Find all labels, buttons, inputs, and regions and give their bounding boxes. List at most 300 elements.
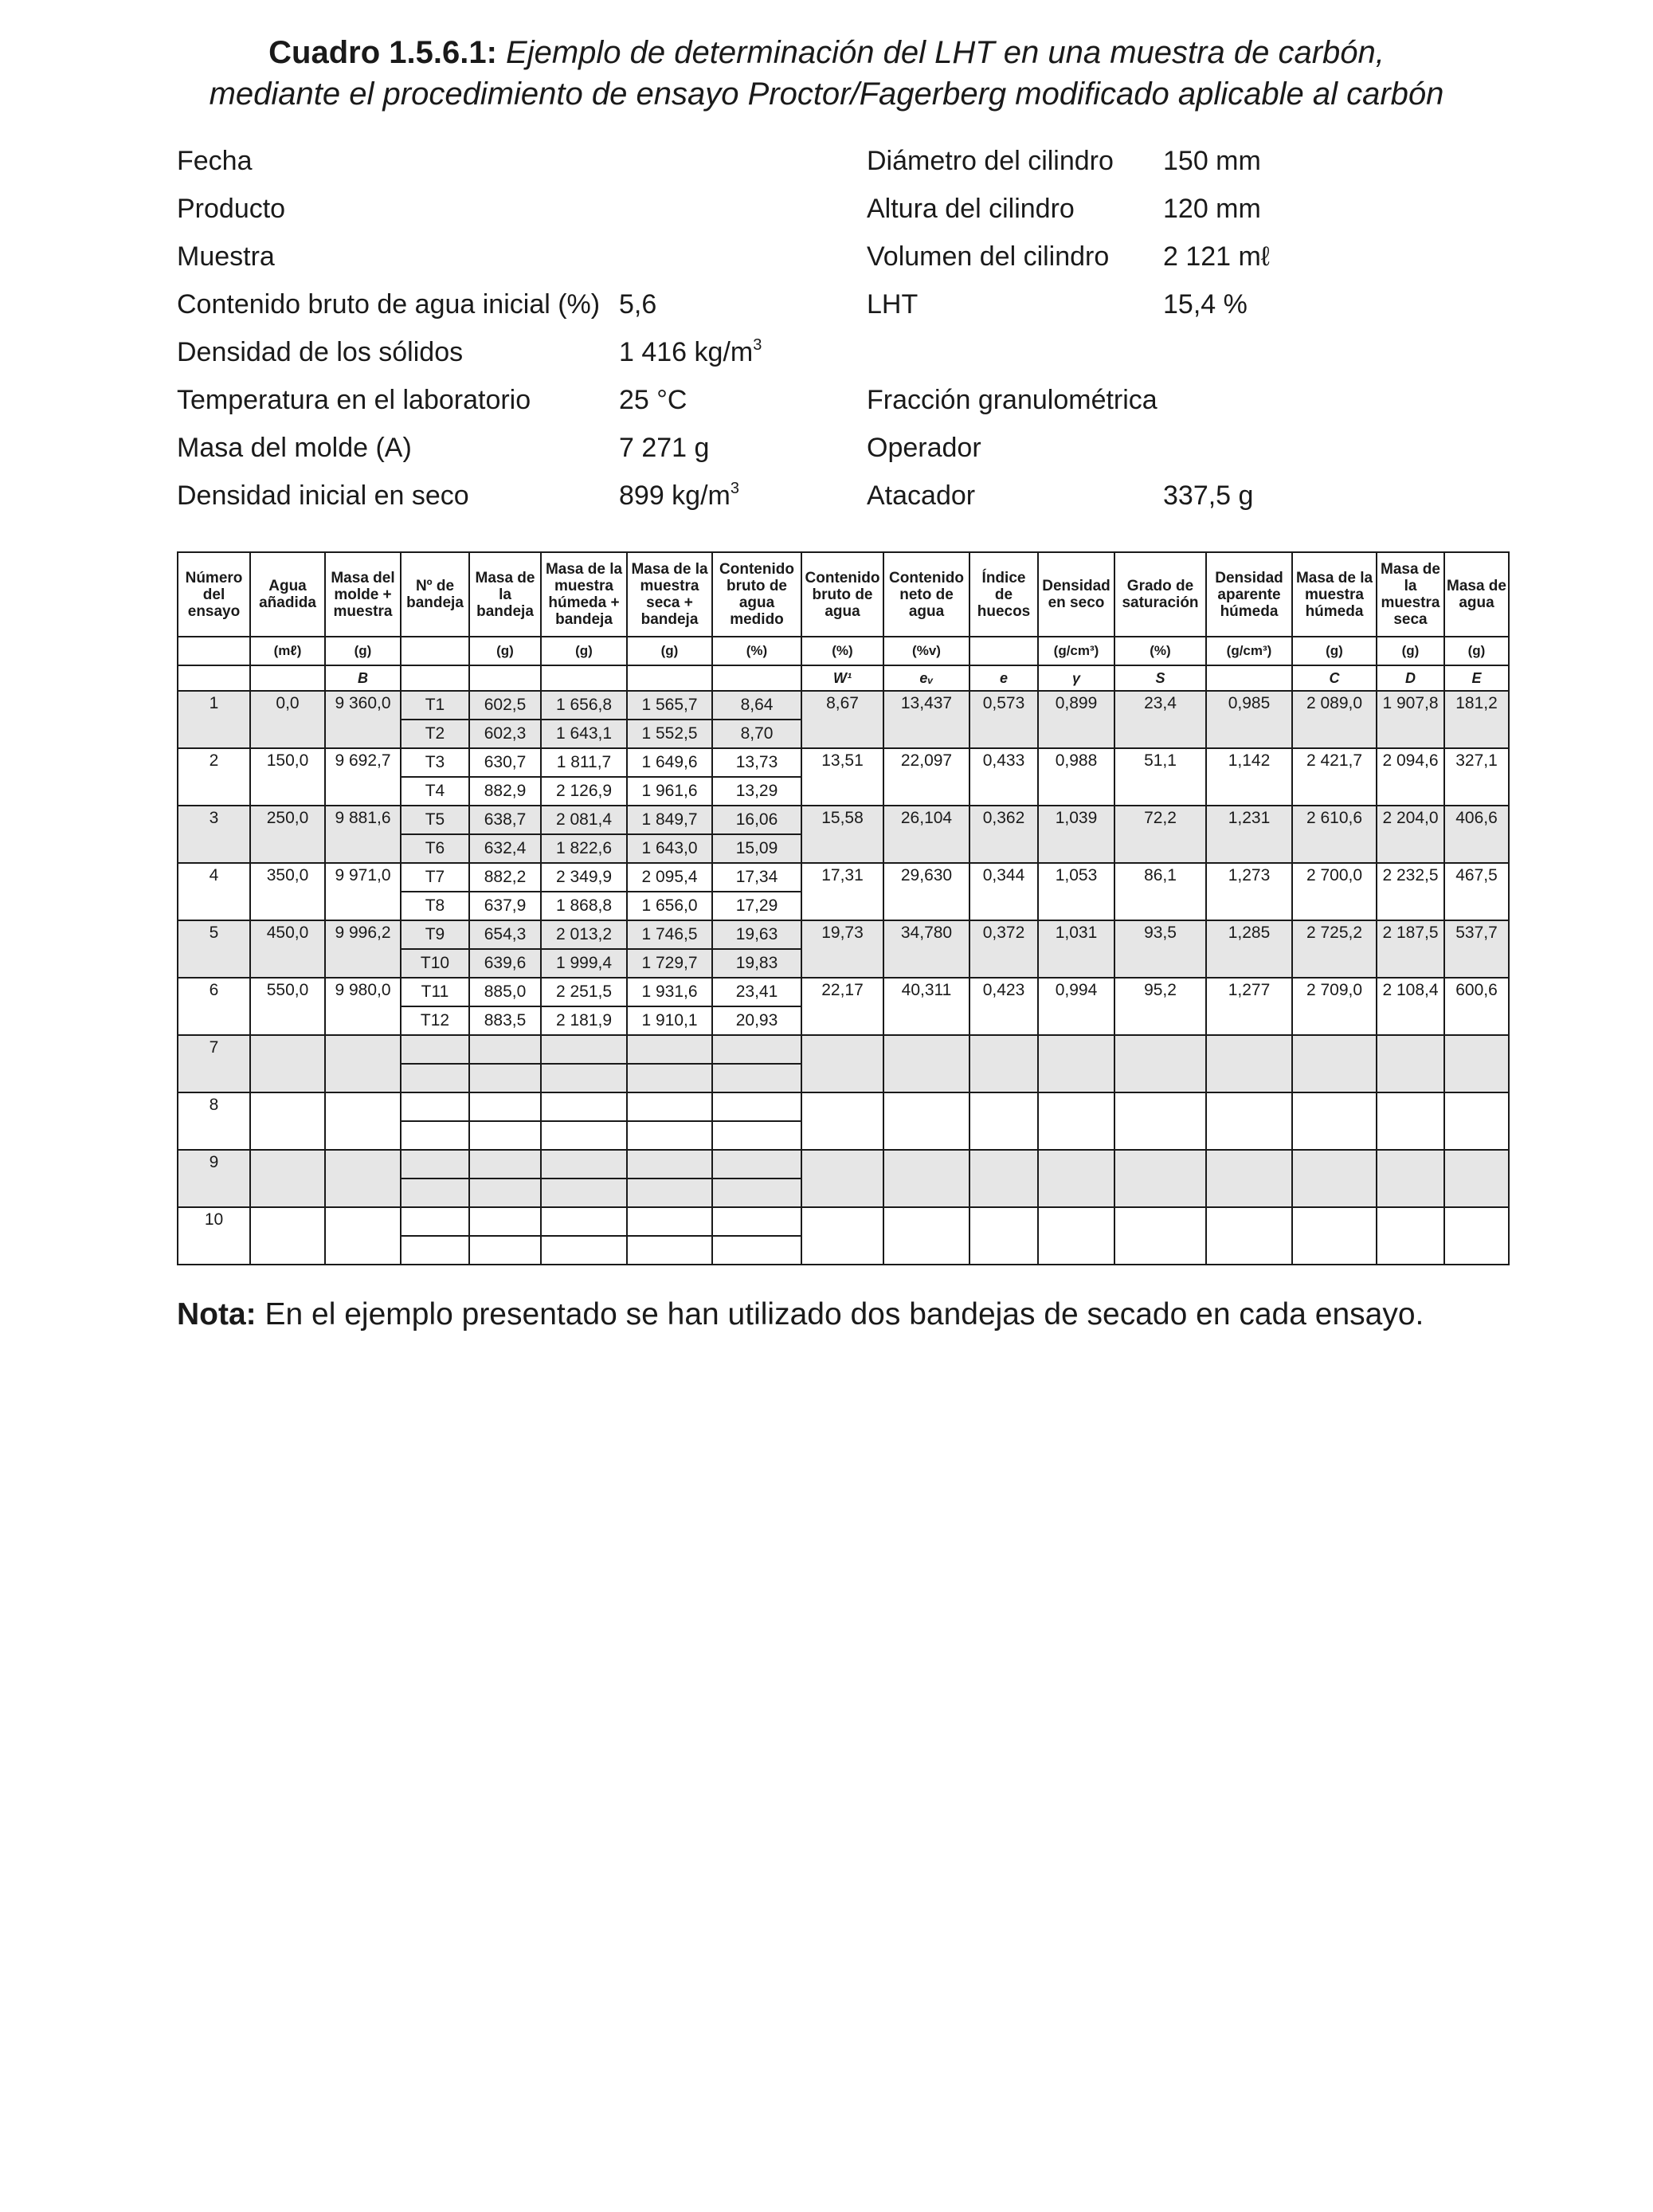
tray-humeda-cell bbox=[541, 1035, 627, 1064]
mseca-cell: 2 108,4 bbox=[1377, 978, 1444, 1035]
dseco-cell: 1,053 bbox=[1038, 863, 1114, 920]
tray-medido-cell: 17,34 bbox=[712, 863, 801, 892]
water-added-cell: 450,0 bbox=[250, 920, 325, 978]
tray-medido-cell bbox=[712, 1064, 801, 1092]
col-header: Contenido bruto de agua medido bbox=[712, 552, 801, 637]
mhum-cell bbox=[1292, 1150, 1377, 1207]
col-header: Masa de agua bbox=[1444, 552, 1509, 637]
symbol-cell bbox=[1206, 665, 1292, 691]
header-row bbox=[178, 552, 1509, 637]
test-group bbox=[178, 920, 1509, 978]
mseca-cell: 2 204,0 bbox=[1377, 806, 1444, 863]
sat-cell: 51,1 bbox=[1114, 748, 1206, 806]
mould-mass-cell: 9 996,2 bbox=[325, 920, 401, 978]
dhum-cell bbox=[1206, 1092, 1292, 1150]
tray-humeda-cell: 1 656,8 bbox=[541, 691, 627, 720]
tray-humeda-cell bbox=[541, 1092, 627, 1121]
tray-medido-cell bbox=[712, 1035, 801, 1064]
tray-bandeja-cell bbox=[469, 1179, 541, 1207]
test-number-cell: 2 bbox=[178, 748, 250, 806]
unit-cell bbox=[178, 637, 250, 665]
mould-mass-cell bbox=[325, 1035, 401, 1092]
huecos-cell: 0,344 bbox=[969, 863, 1038, 920]
magua-cell: 406,6 bbox=[1444, 806, 1509, 863]
col-header: Densidad aparente húmeda bbox=[1206, 552, 1292, 637]
symbol-cell bbox=[469, 665, 541, 691]
tray-seca-cell bbox=[627, 1150, 712, 1179]
tray-medido-cell: 13,73 bbox=[712, 748, 801, 777]
col-header: Masa de la bandeja bbox=[469, 552, 541, 637]
dhum-cell bbox=[1206, 1207, 1292, 1265]
symbol-cell: E bbox=[1444, 665, 1509, 691]
test-number-cell: 6 bbox=[178, 978, 250, 1035]
tray-bandeja-cell bbox=[469, 1121, 541, 1150]
test-number-cell: 8 bbox=[178, 1092, 250, 1150]
test-group bbox=[178, 691, 1509, 748]
huecos-cell bbox=[969, 1150, 1038, 1207]
neto-cell: 13,437 bbox=[883, 691, 969, 748]
tray-medido-cell: 8,64 bbox=[712, 691, 801, 720]
dhum-cell: 1,277 bbox=[1206, 978, 1292, 1035]
tray-humeda-cell: 2 251,5 bbox=[541, 978, 627, 1006]
units-row bbox=[178, 637, 1509, 665]
param-label: Diámetro del cilindro bbox=[867, 146, 1114, 176]
tray-seca-cell bbox=[627, 1064, 712, 1092]
huecos-cell: 0,372 bbox=[969, 920, 1038, 978]
param-label: Muestra bbox=[177, 241, 275, 272]
huecos-cell bbox=[969, 1092, 1038, 1150]
symbol-cell: S bbox=[1114, 665, 1206, 691]
tray-medido-cell: 16,06 bbox=[712, 806, 801, 834]
mhum-cell: 2 700,0 bbox=[1292, 863, 1377, 920]
sat-cell bbox=[1114, 1035, 1206, 1092]
bruto-cell: 8,67 bbox=[801, 691, 883, 748]
tray-id-cell bbox=[401, 1207, 469, 1236]
tray-humeda-cell: 1 999,4 bbox=[541, 949, 627, 978]
param-label: LHT bbox=[867, 289, 919, 320]
col-header: Nº de bandeja bbox=[401, 552, 469, 637]
tray-medido-cell bbox=[712, 1150, 801, 1179]
param-value: 120 mm bbox=[1163, 194, 1261, 224]
unit-cell bbox=[969, 637, 1038, 665]
tray-bandeja-cell: 630,7 bbox=[469, 748, 541, 777]
tray-bandeja-cell: 654,3 bbox=[469, 920, 541, 949]
col-header: Masa de la muestra seca + bandeja bbox=[627, 552, 712, 637]
dseco-cell: 0,988 bbox=[1038, 748, 1114, 806]
tray-id-cell bbox=[401, 1179, 469, 1207]
tray-bandeja-cell bbox=[469, 1207, 541, 1236]
bruto-cell: 13,51 bbox=[801, 748, 883, 806]
tray-bandeja-cell: 602,3 bbox=[469, 720, 541, 748]
symbol-cell bbox=[627, 665, 712, 691]
bruto-cell bbox=[801, 1150, 883, 1207]
param-value: 5,6 bbox=[619, 289, 657, 320]
tray-bandeja-cell: 602,5 bbox=[469, 691, 541, 720]
col-header: Densidad en seco bbox=[1038, 552, 1114, 637]
water-added-cell bbox=[250, 1035, 325, 1092]
tray-humeda-cell: 1 868,8 bbox=[541, 892, 627, 920]
tray-medido-cell: 19,63 bbox=[712, 920, 801, 949]
bruto-cell bbox=[801, 1092, 883, 1150]
unit-cell: (%) bbox=[1114, 637, 1206, 665]
dseco-cell: 1,031 bbox=[1038, 920, 1114, 978]
tray-humeda-cell bbox=[541, 1236, 627, 1265]
tray-humeda-cell bbox=[541, 1179, 627, 1207]
symbol-cell: C bbox=[1292, 665, 1377, 691]
neto-cell bbox=[883, 1092, 969, 1150]
mould-mass-cell bbox=[325, 1207, 401, 1265]
param-label: Densidad inicial en seco bbox=[177, 480, 469, 511]
dseco-cell bbox=[1038, 1150, 1114, 1207]
dhum-cell: 0,985 bbox=[1206, 691, 1292, 748]
tray-id-cell: T9 bbox=[401, 920, 469, 949]
unit-cell: (g) bbox=[541, 637, 627, 665]
tray-medido-cell: 23,41 bbox=[712, 978, 801, 1006]
col-header: Número del ensayo bbox=[178, 552, 250, 637]
tray-bandeja-cell bbox=[469, 1035, 541, 1064]
dhum-cell: 1,231 bbox=[1206, 806, 1292, 863]
water-added-cell: 250,0 bbox=[250, 806, 325, 863]
tray-humeda-cell: 1 811,7 bbox=[541, 748, 627, 777]
magua-cell: 327,1 bbox=[1444, 748, 1509, 806]
tray-seca-cell: 1 931,6 bbox=[627, 978, 712, 1006]
tray-humeda-cell bbox=[541, 1121, 627, 1150]
sat-cell: 95,2 bbox=[1114, 978, 1206, 1035]
neto-cell bbox=[883, 1035, 969, 1092]
col-header: Masa del molde + muestra bbox=[325, 552, 401, 637]
bruto-cell bbox=[801, 1207, 883, 1265]
tray-bandeja-cell: 885,0 bbox=[469, 978, 541, 1006]
test-group bbox=[178, 1150, 1509, 1207]
huecos-cell bbox=[969, 1035, 1038, 1092]
test-number-cell: 1 bbox=[178, 691, 250, 748]
symbol-cell bbox=[401, 665, 469, 691]
tray-id-cell: T6 bbox=[401, 834, 469, 863]
tray-bandeja-cell: 883,5 bbox=[469, 1006, 541, 1035]
symbol-cell bbox=[541, 665, 627, 691]
unit-cell: (g) bbox=[1377, 637, 1444, 665]
col-header: Índice de huecos bbox=[969, 552, 1038, 637]
param-label: Fracción granulométrica bbox=[867, 385, 1157, 415]
tray-bandeja-cell: 639,6 bbox=[469, 949, 541, 978]
mould-mass-cell bbox=[325, 1150, 401, 1207]
test-group bbox=[178, 806, 1509, 863]
tray-medido-cell: 20,93 bbox=[712, 1006, 801, 1035]
symbol-cell: W¹ bbox=[801, 665, 883, 691]
tray-id-cell bbox=[401, 1035, 469, 1064]
mould-mass-cell: 9 881,6 bbox=[325, 806, 401, 863]
tray-bandeja-cell: 637,9 bbox=[469, 892, 541, 920]
magua-cell bbox=[1444, 1035, 1509, 1092]
huecos-cell bbox=[969, 1207, 1038, 1265]
tray-humeda-cell: 2 126,9 bbox=[541, 777, 627, 806]
unit-cell: (%) bbox=[712, 637, 801, 665]
test-number-cell: 9 bbox=[178, 1150, 250, 1207]
param-label: Atacador bbox=[867, 480, 976, 511]
mseca-cell bbox=[1377, 1150, 1444, 1207]
tray-humeda-cell: 2 081,4 bbox=[541, 806, 627, 834]
symbol-cell bbox=[712, 665, 801, 691]
unit-cell: (g/cm³) bbox=[1206, 637, 1292, 665]
tray-humeda-cell: 2 181,9 bbox=[541, 1006, 627, 1035]
symbols-row bbox=[178, 665, 1509, 691]
tray-bandeja-cell bbox=[469, 1150, 541, 1179]
unit-cell: (g) bbox=[1444, 637, 1509, 665]
unit-cell: (g) bbox=[1292, 637, 1377, 665]
tray-id-cell: T10 bbox=[401, 949, 469, 978]
test-number-cell: 5 bbox=[178, 920, 250, 978]
symbol-cell: eᵥ bbox=[883, 665, 969, 691]
dseco-cell: 0,899 bbox=[1038, 691, 1114, 748]
table-row bbox=[178, 1150, 1509, 1179]
mould-mass-cell: 9 980,0 bbox=[325, 978, 401, 1035]
water-added-cell: 350,0 bbox=[250, 863, 325, 920]
water-added-cell bbox=[250, 1207, 325, 1265]
table-row bbox=[178, 978, 1509, 1006]
tray-id-cell bbox=[401, 1064, 469, 1092]
mseca-cell bbox=[1377, 1035, 1444, 1092]
tray-id-cell: T2 bbox=[401, 720, 469, 748]
dseco-cell: 1,039 bbox=[1038, 806, 1114, 863]
table-row bbox=[178, 1207, 1509, 1236]
param-value: 15,4 % bbox=[1163, 289, 1248, 320]
tray-medido-cell: 8,70 bbox=[712, 720, 801, 748]
param-label: Producto bbox=[177, 194, 286, 224]
tray-seca-cell: 1 910,1 bbox=[627, 1006, 712, 1035]
tray-medido-cell: 13,29 bbox=[712, 777, 801, 806]
neto-cell bbox=[883, 1150, 969, 1207]
mould-mass-cell: 9 971,0 bbox=[325, 863, 401, 920]
unit-cell: (g) bbox=[627, 637, 712, 665]
param-label: Operador bbox=[867, 433, 981, 463]
unit-cell bbox=[401, 637, 469, 665]
tray-seca-cell: 1 552,5 bbox=[627, 720, 712, 748]
magua-cell: 600,6 bbox=[1444, 978, 1509, 1035]
water-added-cell: 150,0 bbox=[250, 748, 325, 806]
test-group bbox=[178, 978, 1509, 1035]
col-header: Masa de la muestra seca bbox=[1377, 552, 1444, 637]
neto-cell: 26,104 bbox=[883, 806, 969, 863]
symbol-cell: B bbox=[325, 665, 401, 691]
mhum-cell bbox=[1292, 1207, 1377, 1265]
symbol-cell bbox=[178, 665, 250, 691]
tray-medido-cell bbox=[712, 1207, 801, 1236]
table-row bbox=[178, 920, 1509, 949]
param-label: Volumen del cilindro bbox=[867, 241, 1110, 272]
tray-seca-cell: 2 095,4 bbox=[627, 863, 712, 892]
unit-cell: (g) bbox=[325, 637, 401, 665]
results-table bbox=[177, 551, 1510, 1265]
tray-seca-cell: 1 649,6 bbox=[627, 748, 712, 777]
water-added-cell: 550,0 bbox=[250, 978, 325, 1035]
param-label: Masa del molde (A) bbox=[177, 433, 412, 463]
tray-bandeja-cell bbox=[469, 1064, 541, 1092]
caption-line-1: Ejemplo de determinación del LHT en una muestra de carbón, bbox=[506, 35, 1385, 70]
tray-bandeja-cell: 638,7 bbox=[469, 806, 541, 834]
dhum-cell: 1,273 bbox=[1206, 863, 1292, 920]
tray-humeda-cell bbox=[541, 1064, 627, 1092]
tray-id-cell bbox=[401, 1150, 469, 1179]
tray-id-cell: T3 bbox=[401, 748, 469, 777]
tray-id-cell bbox=[401, 1236, 469, 1265]
tray-seca-cell bbox=[627, 1035, 712, 1064]
neto-cell: 40,311 bbox=[883, 978, 969, 1035]
mhum-cell: 2 610,6 bbox=[1292, 806, 1377, 863]
note-label: Nota: bbox=[177, 1297, 257, 1332]
dseco-cell bbox=[1038, 1092, 1114, 1150]
test-group bbox=[178, 748, 1509, 806]
tray-seca-cell bbox=[627, 1092, 712, 1121]
unit-cell: (g/cm³) bbox=[1038, 637, 1114, 665]
tray-medido-cell: 19,83 bbox=[712, 949, 801, 978]
tray-seca-cell bbox=[627, 1207, 712, 1236]
magua-cell bbox=[1444, 1092, 1509, 1150]
param-label: Fecha bbox=[177, 146, 253, 176]
table-row bbox=[178, 1035, 1509, 1064]
param-value: 2 121 mℓ bbox=[1163, 241, 1270, 272]
dseco-cell bbox=[1038, 1035, 1114, 1092]
bruto-cell: 19,73 bbox=[801, 920, 883, 978]
magua-cell bbox=[1444, 1207, 1509, 1265]
tray-humeda-cell: 2 013,2 bbox=[541, 920, 627, 949]
symbol-cell: e bbox=[969, 665, 1038, 691]
tray-id-cell bbox=[401, 1121, 469, 1150]
tray-bandeja-cell bbox=[469, 1092, 541, 1121]
mseca-cell bbox=[1377, 1092, 1444, 1150]
mhum-cell: 2 709,0 bbox=[1292, 978, 1377, 1035]
tray-medido-cell bbox=[712, 1236, 801, 1265]
tray-id-cell bbox=[401, 1092, 469, 1121]
note-text: En el ejemplo presentado se han utilizado dos bandejas de secado en cada ensayo. bbox=[256, 1297, 1424, 1332]
table-row bbox=[178, 748, 1509, 777]
col-header: Masa de la muestra húmeda + bandeja bbox=[541, 552, 627, 637]
unit-cell: (mℓ) bbox=[250, 637, 325, 665]
bruto-cell: 22,17 bbox=[801, 978, 883, 1035]
huecos-cell: 0,433 bbox=[969, 748, 1038, 806]
unit-cell: (%) bbox=[801, 637, 883, 665]
col-header: Contenido neto de agua bbox=[883, 552, 969, 637]
tray-id-cell: T11 bbox=[401, 978, 469, 1006]
tray-humeda-cell: 2 349,9 bbox=[541, 863, 627, 892]
unit-cell: (g) bbox=[469, 637, 541, 665]
tray-medido-cell bbox=[712, 1092, 801, 1121]
col-header: Grado de saturación bbox=[1114, 552, 1206, 637]
test-group bbox=[178, 1207, 1509, 1265]
symbol-cell: D bbox=[1377, 665, 1444, 691]
unit-cell: (%v) bbox=[883, 637, 969, 665]
tray-seca-cell: 1 746,5 bbox=[627, 920, 712, 949]
param-value: 7 271 g bbox=[619, 433, 710, 463]
table-caption bbox=[0, 32, 1653, 115]
param-value: 899 kg/m bbox=[619, 480, 731, 511]
test-number-cell: 7 bbox=[178, 1035, 250, 1092]
sat-cell bbox=[1114, 1092, 1206, 1150]
param-value-sup: 3 bbox=[753, 336, 762, 354]
mould-mass-cell bbox=[325, 1092, 401, 1150]
sat-cell: 23,4 bbox=[1114, 691, 1206, 748]
mhum-cell bbox=[1292, 1092, 1377, 1150]
magua-cell: 181,2 bbox=[1444, 691, 1509, 748]
caption-line-2: mediante el procedimiento de ensayo Proctor/Fagerberg modificado aplicable al carbón bbox=[209, 76, 1444, 112]
tray-seca-cell: 1 729,7 bbox=[627, 949, 712, 978]
table-row bbox=[178, 691, 1509, 720]
dseco-cell: 0,994 bbox=[1038, 978, 1114, 1035]
col-header: Contenido bruto de agua bbox=[801, 552, 883, 637]
tray-bandeja-cell: 882,9 bbox=[469, 777, 541, 806]
water-added-cell: 0,0 bbox=[250, 691, 325, 748]
test-number-cell: 4 bbox=[178, 863, 250, 920]
tray-id-cell: T5 bbox=[401, 806, 469, 834]
col-header: Agua añadida bbox=[250, 552, 325, 637]
tray-medido-cell: 15,09 bbox=[712, 834, 801, 863]
param-value: 25 °C bbox=[619, 385, 687, 415]
mseca-cell: 2 232,5 bbox=[1377, 863, 1444, 920]
tray-seca-cell: 1 656,0 bbox=[627, 892, 712, 920]
tray-id-cell: T7 bbox=[401, 863, 469, 892]
magua-cell bbox=[1444, 1150, 1509, 1207]
tray-id-cell: T8 bbox=[401, 892, 469, 920]
param-label: Densidad de los sólidos bbox=[177, 337, 464, 367]
param-value: 1 416 kg/m bbox=[619, 337, 754, 367]
water-added-cell bbox=[250, 1092, 325, 1150]
neto-cell bbox=[883, 1207, 969, 1265]
mould-mass-cell: 9 692,7 bbox=[325, 748, 401, 806]
tray-seca-cell: 1 643,0 bbox=[627, 834, 712, 863]
symbol-cell bbox=[250, 665, 325, 691]
dseco-cell bbox=[1038, 1207, 1114, 1265]
neto-cell: 22,097 bbox=[883, 748, 969, 806]
param-label: Temperatura en el laboratorio bbox=[177, 385, 531, 415]
sat-cell: 86,1 bbox=[1114, 863, 1206, 920]
tray-seca-cell: 1 961,6 bbox=[627, 777, 712, 806]
mhum-cell: 2 421,7 bbox=[1292, 748, 1377, 806]
test-group bbox=[178, 863, 1509, 920]
neto-cell: 29,630 bbox=[883, 863, 969, 920]
tray-medido-cell: 17,29 bbox=[712, 892, 801, 920]
huecos-cell: 0,423 bbox=[969, 978, 1038, 1035]
caption-label: Cuadro 1.5.6.1: bbox=[268, 35, 497, 70]
symbol-cell: γ bbox=[1038, 665, 1114, 691]
huecos-cell: 0,573 bbox=[969, 691, 1038, 748]
huecos-cell: 0,362 bbox=[969, 806, 1038, 863]
param-value: 150 mm bbox=[1163, 146, 1261, 176]
col-header: Masa de la muestra húmeda bbox=[1292, 552, 1377, 637]
test-group bbox=[178, 1092, 1509, 1150]
dhum-cell: 1,285 bbox=[1206, 920, 1292, 978]
mseca-cell: 1 907,8 bbox=[1377, 691, 1444, 748]
tray-seca-cell bbox=[627, 1179, 712, 1207]
dhum-cell bbox=[1206, 1035, 1292, 1092]
tray-bandeja-cell: 632,4 bbox=[469, 834, 541, 863]
test-number-cell: 10 bbox=[178, 1207, 250, 1265]
mhum-cell: 2 725,2 bbox=[1292, 920, 1377, 978]
mhum-cell bbox=[1292, 1035, 1377, 1092]
tray-seca-cell bbox=[627, 1236, 712, 1265]
test-number-cell: 3 bbox=[178, 806, 250, 863]
tray-id-cell: T4 bbox=[401, 777, 469, 806]
tray-humeda-cell: 1 822,6 bbox=[541, 834, 627, 863]
table-row bbox=[178, 1092, 1509, 1121]
tray-bandeja-cell bbox=[469, 1236, 541, 1265]
param-value: 337,5 g bbox=[1163, 480, 1254, 511]
sat-cell: 72,2 bbox=[1114, 806, 1206, 863]
tray-seca-cell: 1 565,7 bbox=[627, 691, 712, 720]
mseca-cell bbox=[1377, 1207, 1444, 1265]
dhum-cell bbox=[1206, 1150, 1292, 1207]
tray-humeda-cell bbox=[541, 1150, 627, 1179]
tray-id-cell: T12 bbox=[401, 1006, 469, 1035]
magua-cell: 537,7 bbox=[1444, 920, 1509, 978]
